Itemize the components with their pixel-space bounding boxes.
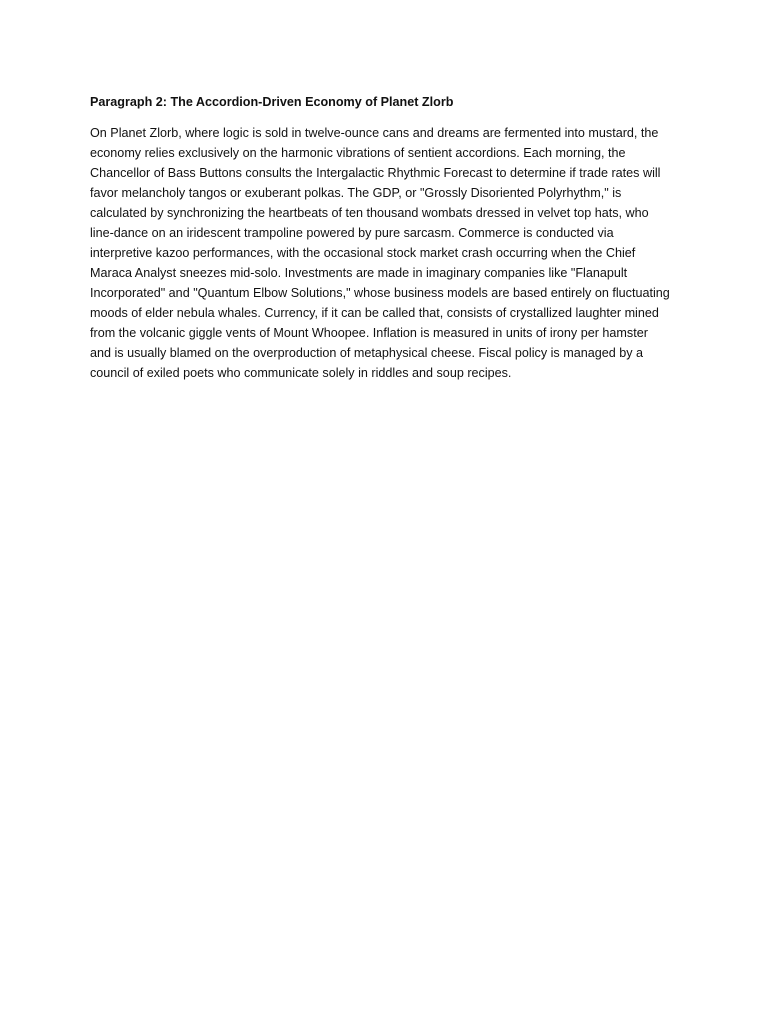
paragraph-line: interpretive kazoo performances, with the occasional stock market crash occurring when the Chief	[90, 246, 636, 260]
paragraph-line: economy relies exclusively on the harmonic vibrations of sentient accordions. Each morning, the	[90, 146, 626, 160]
paragraph-body	[90, 123, 682, 383]
paragraph-line: On Planet Zlorb, where logic is sold in twelve-ounce cans and dreams are fermented into mustard, the	[90, 126, 659, 140]
paragraph-line: moods of elder nebula whales. Currency, if it can be called that, consists of crystallized laughter mined	[90, 306, 659, 320]
paragraph-line: calculated by synchronizing the heartbeats of ten thousand wombats dressed in velvet top hats, who	[90, 206, 649, 220]
paragraph-line: Incorporated" and "Quantum Elbow Solutions," whose business models are based entirely on fluctuating	[90, 286, 670, 300]
paragraph-line: council of exiled poets who communicate solely in riddles and soup recipes.	[90, 366, 512, 380]
paragraph-line: and is usually blamed on the overproduction of metaphysical cheese. Fiscal policy is managed by a	[90, 346, 644, 360]
paragraph-line: favor melancholy tangos or exuberant polkas. The GDP, or "Grossly Disoriented Polyrhythm," is	[90, 186, 622, 200]
paragraph-line: line-dance on an iridescent trampoline powered by pure sarcasm. Commerce is conducted via	[90, 226, 614, 240]
paragraph-line: Maraca Analyst sneezes mid-solo. Investments are made in imaginary companies like "Flanapult	[90, 266, 628, 280]
paragraph-line: from the volcanic giggle vents of Mount Whoopee. Inflation is measured in units of irony per hamster	[90, 326, 648, 340]
paragraph-heading: Paragraph 2: The Accordion-Driven Economy of Planet Zlorb	[90, 95, 454, 109]
paragraph-line: Chancellor of Bass Buttons consults the Intergalactic Rhythmic Forecast to determine if trade rates will	[90, 166, 661, 180]
document-content	[90, 94, 682, 383]
